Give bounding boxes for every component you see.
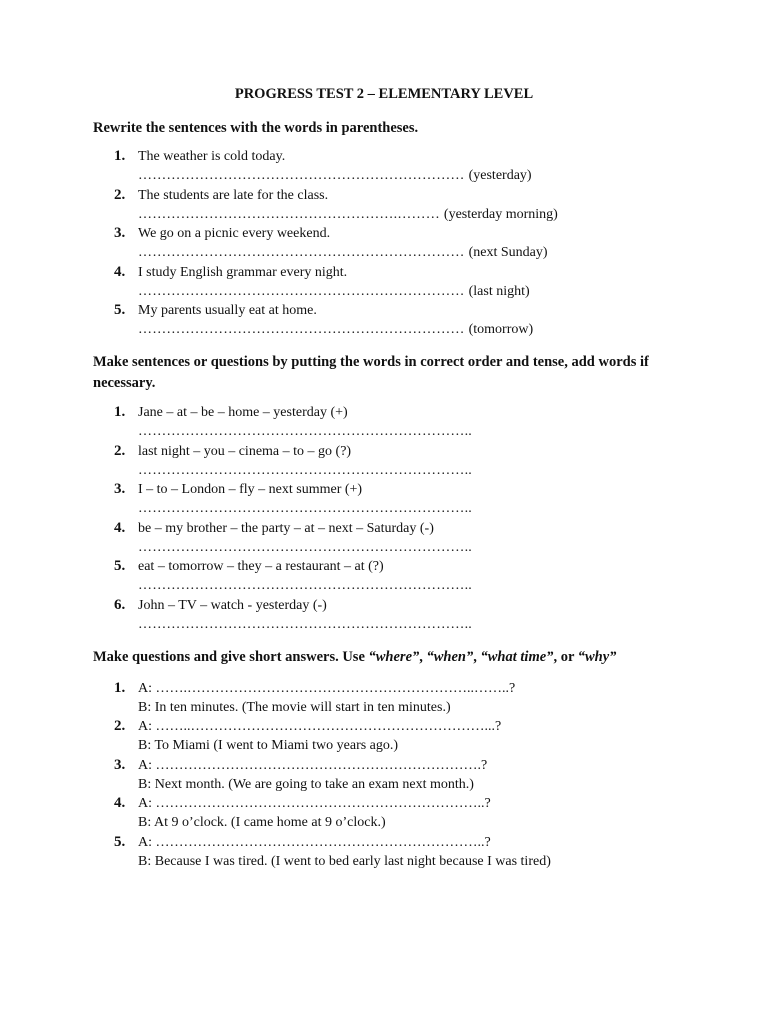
- item-number: 2.: [114, 718, 126, 735]
- list-item: [0, 794, 768, 832]
- hint: (yesterday): [468, 168, 532, 183]
- hint: (yesterday morning): [443, 206, 558, 222]
- answer-dots: ……………………………………………………………..: [138, 462, 472, 478]
- list-item: [0, 263, 768, 302]
- item-number: 4.: [114, 519, 126, 536]
- word-prompt: be – my brother – the party – at – next – Saturday (-): [138, 520, 434, 536]
- hint: (next Sunday): [468, 245, 548, 261]
- item-number: 5.: [114, 833, 126, 850]
- sentence: My parents usually eat at home.: [138, 303, 317, 319]
- keyword-where: “where”: [368, 649, 420, 665]
- heading-separator: , or: [553, 649, 578, 665]
- list-item: [0, 186, 768, 225]
- answer-dots: ……………………………………………………………: [138, 283, 465, 299]
- word-prompt: last night – you – cinema – to – go (?): [138, 443, 352, 459]
- item-number: 1.: [114, 404, 126, 420]
- list-item: [0, 679, 768, 717]
- item-number: 1.: [114, 680, 126, 696]
- item-number: 5.: [114, 558, 126, 575]
- sentence: I study English grammar every night.: [138, 264, 348, 280]
- question-line: A: …………………………………………………………….?: [138, 757, 488, 773]
- keyword-what-time: “what time”: [480, 649, 554, 665]
- item-number: 1.: [114, 148, 126, 164]
- answer-dots: ……………………………………………………………..: [138, 616, 472, 632]
- keyword-why: “why”: [577, 649, 617, 665]
- answer-dots: ……………………………………………………………..: [138, 578, 472, 594]
- answer-line: B: At 9 o’clock. (I came home at 9 o’clock.): [138, 815, 386, 831]
- answer-line: B: To Miami (I went to Miami two years ago.): [138, 738, 399, 754]
- answer-line: [138, 320, 533, 339]
- answer-dots: ……………………………………………………………..: [138, 539, 472, 555]
- item-number: 4.: [114, 795, 126, 812]
- item-number: 6.: [114, 596, 126, 613]
- list-item: [0, 147, 768, 186]
- section2-list: [0, 403, 768, 635]
- word-prompt: eat – tomorrow – they – a restaurant – at (?): [138, 559, 384, 575]
- list-item: [0, 519, 768, 558]
- item-number: 5.: [114, 302, 126, 319]
- answer-dots: ……………………………………………………………..: [138, 501, 472, 517]
- section3-list: [0, 679, 768, 871]
- section1-heading: Rewrite the sentences with the words in parentheses.: [93, 120, 419, 136]
- sentence: The weather is cold today.: [138, 149, 286, 164]
- answer-dots: ……………………………………………………………: [138, 168, 465, 183]
- list-item: [0, 557, 768, 596]
- list-item: [0, 756, 768, 794]
- list-item: [0, 833, 768, 871]
- page-title: PROGRESS TEST 2 – ELEMENTARY LEVEL: [234, 86, 534, 102]
- heading-separator: ,: [473, 649, 481, 665]
- answer-dots: ……………………………………………….………: [138, 206, 440, 222]
- answer-line: [138, 282, 530, 301]
- list-item: [0, 442, 768, 481]
- section3-heading: [93, 647, 683, 668]
- answer-dots: ……………………………………………………………: [138, 322, 465, 338]
- heading-separator: ,: [419, 649, 427, 665]
- list-item: [0, 403, 768, 442]
- question-line: A: ……………………………………………………………..?: [138, 796, 491, 812]
- answer-line: [138, 243, 548, 262]
- section1-list: [0, 147, 768, 340]
- answer-line: B: Because I was tired. (I went to bed early last night because I was tired): [138, 853, 551, 869]
- list-item: [0, 717, 768, 755]
- item-number: 4.: [114, 263, 126, 280]
- answer-line: [138, 166, 532, 185]
- answer-dots: ……………………………………………………………: [138, 245, 465, 261]
- heading-text: Make questions and give short answers. Use: [93, 649, 369, 665]
- answer-dots: ……………………………………………………………..: [138, 424, 472, 439]
- item-number: 3.: [114, 481, 126, 498]
- hint: (tomorrow): [468, 322, 534, 338]
- question-line: A: ……..………………………………………………………...?: [138, 719, 502, 735]
- word-prompt: John – TV – watch - yesterday (-): [138, 597, 327, 613]
- list-item: [0, 596, 768, 635]
- answer-line: B: Next month. (We are going to take an exam next month.): [138, 776, 474, 792]
- sentence: The students are late for the class.: [138, 187, 329, 203]
- item-number: 3.: [114, 225, 126, 242]
- list-item: [0, 301, 768, 340]
- answer-line: [138, 205, 558, 224]
- word-prompt: Jane – at – be – home – yesterday (+): [138, 405, 348, 420]
- sentence: We go on a picnic every weekend.: [138, 226, 331, 242]
- item-number: 3.: [114, 756, 126, 773]
- word-prompt: I – to – London – fly – next summer (+): [138, 482, 363, 498]
- list-item: [0, 224, 768, 263]
- answer-line: B: In ten minutes. (The movie will start in ten minutes.): [138, 700, 451, 715]
- section2-heading: Make sentences or questions by putting the words in correct order and tense, add words if necessary.: [93, 354, 649, 391]
- item-number: 2.: [114, 186, 126, 203]
- question-line: A: ……………………………………………………………..?: [138, 834, 491, 850]
- question-line: A: …….……………………………………………………..……..?: [138, 681, 516, 696]
- hint: (last night): [468, 283, 530, 299]
- list-item: [0, 480, 768, 519]
- keyword-when: “when”: [426, 649, 474, 665]
- item-number: 2.: [114, 442, 126, 459]
